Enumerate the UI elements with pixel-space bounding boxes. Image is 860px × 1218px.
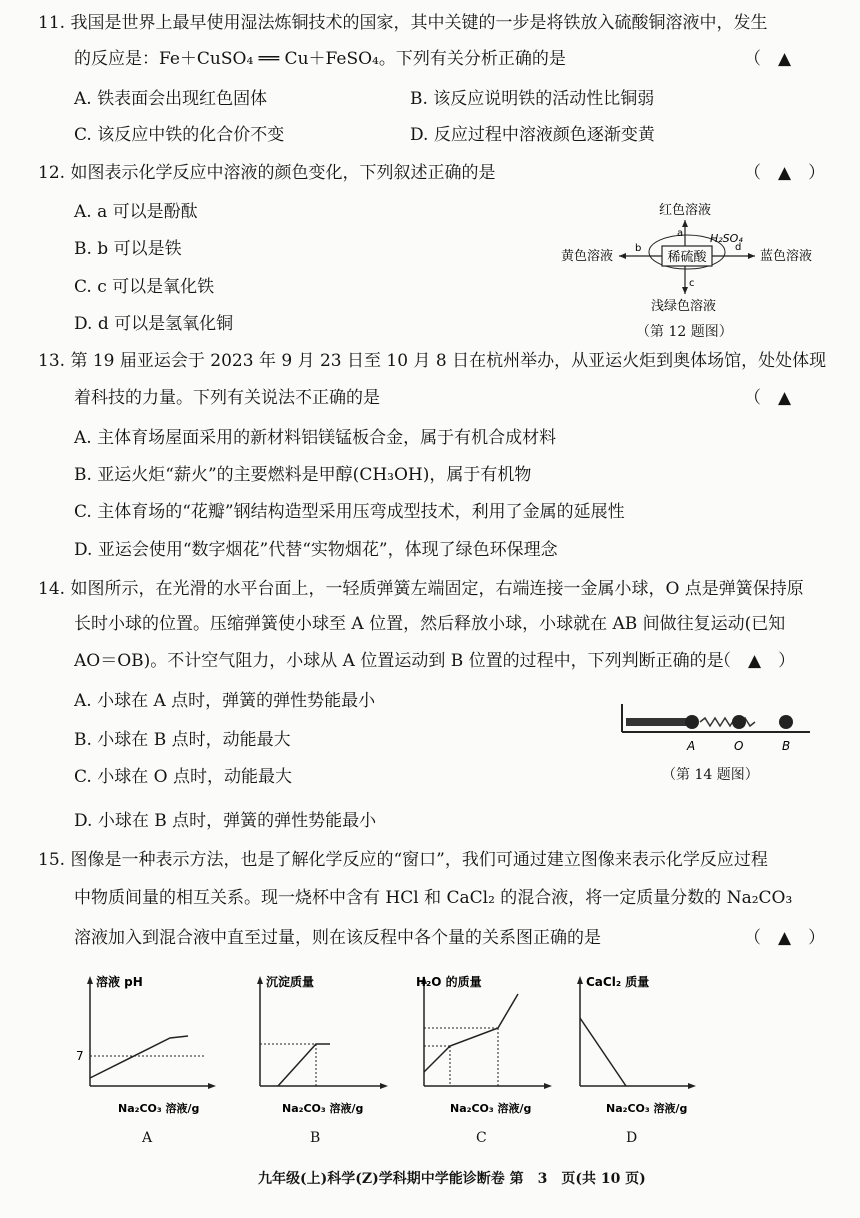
q14-option-d: D. 小球在 B 点时，弹簧的弹性势能最小 (74, 811, 377, 831)
graph-b-letter: B (310, 1130, 321, 1146)
q12-arrow-down (682, 287, 688, 294)
graph-a-letter: A (142, 1130, 153, 1146)
q15-answer-blank: （ ▲ ） (744, 928, 826, 948)
graph-b-x-arrow (380, 1083, 388, 1089)
q13-option-a: A. 主体育场屋面采用的新材料铝镁锰板合金，属于有机合成材料 (74, 428, 557, 448)
q15-stem-line3: 溶液加入到混合液中直至过量，则在该反程中各个量的关系图正确的是 (74, 928, 601, 948)
q12-label-green: 浅绿色溶液 (651, 299, 717, 314)
q12-label-red: 红色溶液 (658, 203, 712, 218)
graph-b-curve (278, 1044, 330, 1086)
graph-c-x-arrow (544, 1083, 552, 1089)
q11-option-d: D. 反应过程中溶液颜色逐渐变黄 (410, 125, 655, 145)
graph-a-curve (90, 1036, 188, 1078)
q15-graph-a (70, 968, 220, 1118)
q14-option-a: A. 小球在 A 点时，弹簧的弹性势能最小 (74, 691, 376, 711)
graph-a-xlabel: Na₂CO₃ 溶液/g (118, 1102, 200, 1115)
graph-c-xlabel: Na₂CO₃ 溶液/g (450, 1102, 532, 1115)
q15-stem-line2: 中物质间量的相互关系。现一烧杯中含有 HCl 和 CaCl₂ 的混合液，将一定质量分数的 Na₂CO₃ (74, 888, 793, 908)
graph-c-ylabel: H₂O 的质量 (416, 975, 482, 989)
q13-answer-blank: （ ▲ (744, 388, 792, 408)
q14-ball-b (779, 715, 793, 729)
q14-ball-a (685, 715, 699, 729)
q11-stem-line2: 的反应是：Fe＋CuSO₄ ══ Cu＋FeSO₄。下列有关分析正确的是 (74, 49, 566, 69)
q14-stem-line1: 14. 如图所示，在光滑的水平台面上，一轻质弹簧左端固定，右端连接一金属小球，O 点是弹簧保持原 (38, 579, 804, 599)
q14-answer-blank: （ ▲ ） (714, 651, 796, 671)
q11-answer-blank: （ ▲ (744, 49, 792, 69)
graph-d-ylabel: CaCl₂ 质量 (586, 975, 650, 989)
q11-stem-line1: 11. 我国是世界上最早使用湿法炼铜技术的国家，其中关键的一步是将铁放入硫酸铜溶液中，发生 (38, 13, 768, 33)
q12-center-label: 稀硫酸 (667, 250, 707, 265)
graph-d-letter: D (626, 1130, 638, 1146)
graph-c-letter: C (476, 1130, 487, 1146)
q13-stem-line2: 着科技的力量。下列有关说法不正确的是 (74, 388, 380, 408)
graph-b-ylabel: 沉淀质量 (266, 975, 315, 989)
graph-a-tick-7: 7 (76, 1049, 84, 1063)
q15-stem-line1: 15. 图像是一种表示方法，也是了解化学反应的“窗口”，我们可通过建立图像来表示化学反应过程 (38, 850, 768, 870)
q12-letter-d: d (735, 242, 742, 253)
q12-option-a: A. a 可以是酚酞 (74, 202, 198, 222)
q14-label-o: O (734, 739, 744, 753)
q14-stem-line2: 长时小球的位置。压缩弹簧使小球至 A 位置，然后释放小球，小球就在 AB 间做往复运动(已知 (74, 614, 786, 634)
q12-answer-blank: （ ▲ ） (744, 163, 826, 183)
q14-spring-compressed (626, 718, 688, 726)
graph-b-xlabel: Na₂CO₃ 溶液/g (282, 1102, 364, 1115)
q12-option-b: B. b 可以是铁 (74, 239, 182, 259)
q14-label-b: B (782, 739, 791, 753)
q15-graph-d (566, 968, 716, 1118)
page-footer: 九年级(上)科学(Z)学科期中学能诊断卷 第 3 页(共 10 页) (258, 1171, 646, 1187)
q15-graph-c (410, 968, 560, 1118)
q12-handwritten-note: H₂SO₄ (710, 232, 743, 245)
q14-label-a: A (687, 739, 696, 753)
q13-option-c: C. 主体育场的“花瓣”钢结构造型采用压弯成型技术，利用了金属的延展性 (74, 502, 625, 522)
q12-label-yellow: 黄色溶液 (561, 249, 614, 264)
q14-option-c: C. 小球在 O 点时，动能最大 (74, 767, 292, 787)
q15-graph-b (246, 968, 396, 1118)
q12-arrow-up (682, 220, 688, 227)
graph-b-y-arrow (257, 976, 263, 984)
graph-d-curve (580, 1018, 626, 1086)
q14-option-b: B. 小球在 B 点时，动能最大 (74, 730, 291, 750)
q12-letter-b: b (635, 243, 642, 254)
q14-figure (614, 690, 814, 760)
q13-option-d: D. 亚运会使用“数字烟花”代替“实物烟花”，体现了绿色环保理念 (74, 540, 558, 560)
graph-c-curve (424, 994, 518, 1072)
q14-caption: （第 14 题图） (662, 767, 759, 783)
graph-d-y-arrow (577, 976, 583, 984)
q12-caption: （第 12 题图） (636, 324, 733, 340)
q12-label-blue: 蓝色溶液 (760, 249, 813, 264)
graph-d-x-arrow (688, 1083, 696, 1089)
q12-letter-a: a (677, 228, 684, 239)
q13-option-b: B. 亚运火炬“薪火”的主要燃料是甲醇(CH₃OH)，属于有机物 (74, 465, 532, 485)
q11-option-c: C. 该反应中铁的化合价不变 (74, 125, 285, 145)
q11-option-a: A. 铁表面会出现红色固体 (74, 89, 268, 109)
q13-stem-line1: 13. 第 19 届亚运会于 2023 年 9 月 23 日至 10 月 8 日在杭州举办，从亚运火炬到奥体场馆，处处体现 (38, 351, 827, 371)
q12-letter-c: c (689, 278, 695, 289)
q11-option-b: B. 该反应说明铁的活动性比铜弱 (410, 89, 655, 109)
q12-stem-line1: 12. 如图表示化学反应中溶液的颜色变化，下列叙述正确的是 (38, 163, 496, 183)
q12-option-d: D. d 可以是氢氧化铜 (74, 314, 234, 334)
q14-ball-o (732, 715, 746, 729)
q12-arrow-left (619, 253, 626, 259)
graph-a-y-arrow (87, 976, 93, 984)
graph-a-x-arrow (208, 1083, 216, 1089)
graph-d-xlabel: Na₂CO₃ 溶液/g (606, 1102, 688, 1115)
graph-a-ylabel: 溶液 pH (96, 975, 143, 989)
q14-spring-relaxed (700, 718, 755, 726)
q14-stem-line3: AO＝OB)。不计空气阻力，小球从 A 位置运动到 B 位置的过程中，下列判断正确的是 (74, 651, 724, 671)
q12-arrow-right (748, 253, 755, 259)
q12-option-c: C. c 可以是氧化铁 (74, 277, 215, 297)
